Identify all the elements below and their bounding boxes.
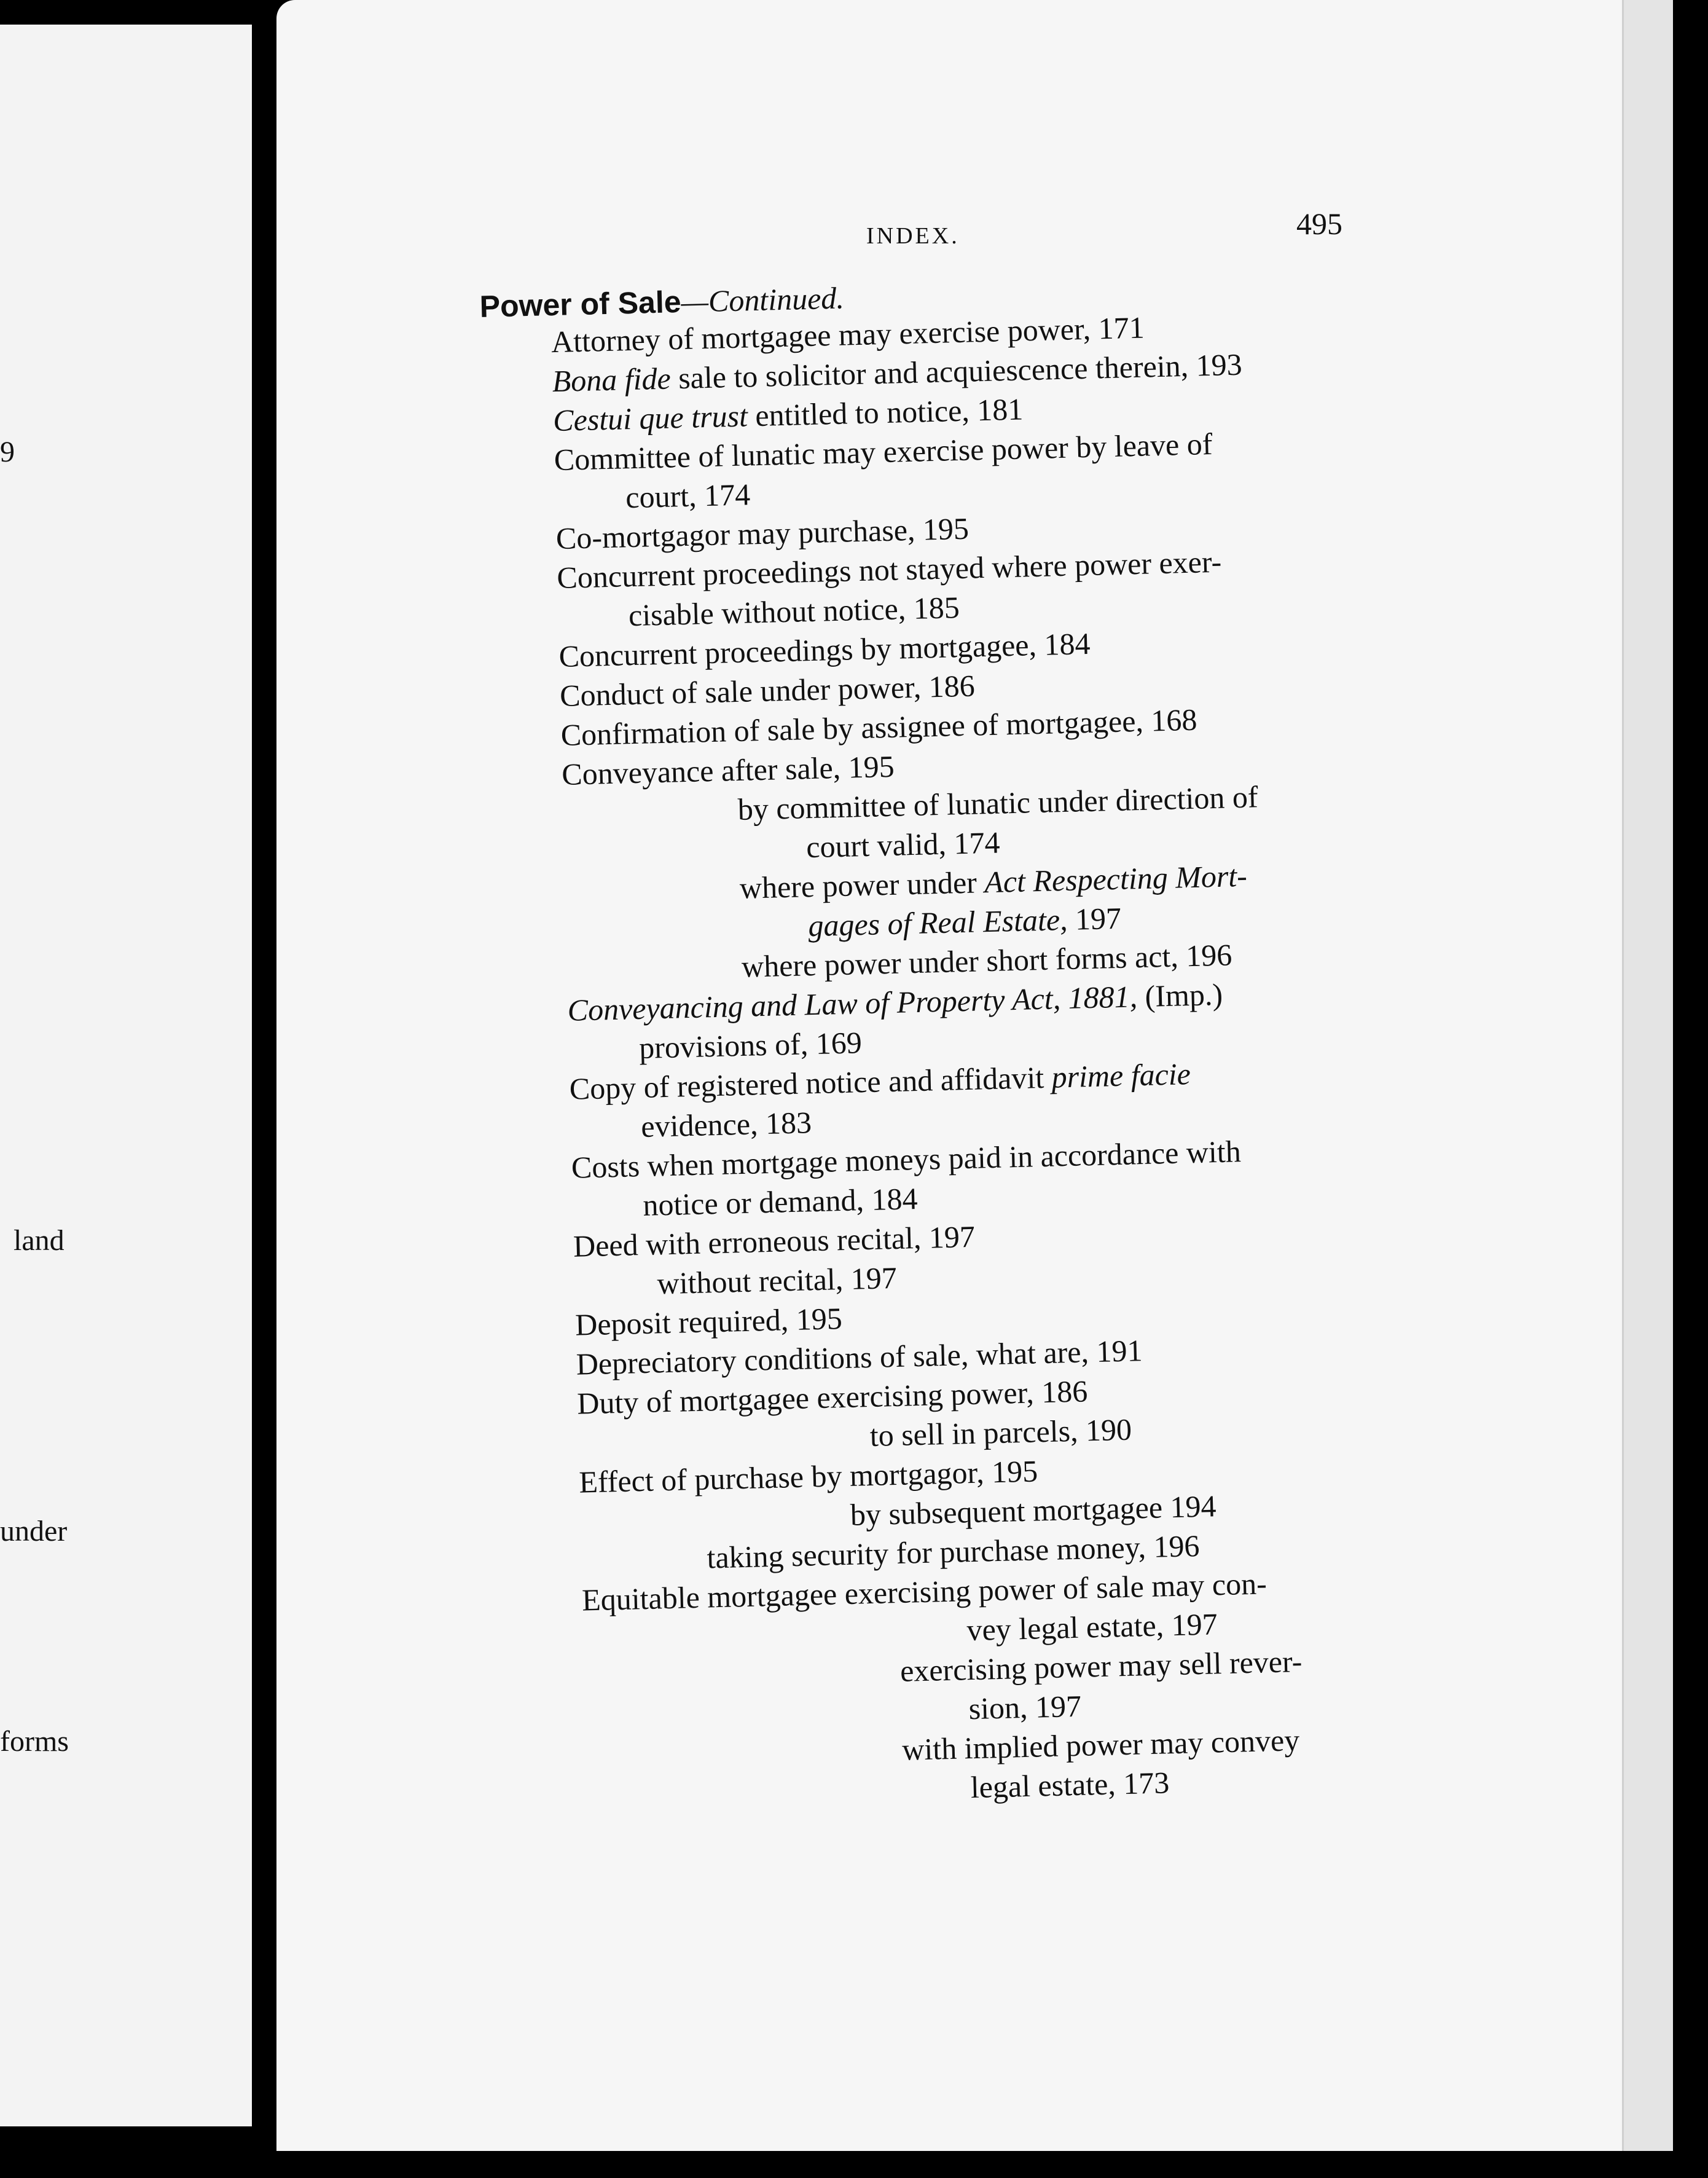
entry-italic: Act Respecting Mort- bbox=[984, 858, 1248, 900]
entry-line: Committee of lunatic may exercise power by leave of bbox=[554, 426, 1213, 478]
entry-italic: prime facie bbox=[1051, 1056, 1191, 1095]
entry-italic: gages of Real Estate, bbox=[807, 902, 1068, 943]
entry-line: Duty of mortgagee exercising power, 186 bbox=[576, 1374, 1088, 1421]
entry-text: Copy of registered notice and affidavit bbox=[569, 1060, 1052, 1106]
entry-line: Costs when mortgage moneys paid in accordance with bbox=[571, 1134, 1242, 1185]
entry-line: where power under short forms act, 196 bbox=[741, 937, 1232, 984]
left-fragment-9: 9 bbox=[0, 436, 15, 468]
entry-line: Concurrent proceedings by mortgagee, 184 bbox=[558, 626, 1091, 674]
left-page bbox=[0, 25, 252, 2126]
entry-line: provisions of, 169 bbox=[638, 1025, 863, 1066]
entry-text: entitled to notice, 181 bbox=[747, 391, 1024, 433]
entry-text: (Imp.) bbox=[1137, 977, 1223, 1014]
entry-line: Conduct of sale under power, 186 bbox=[559, 668, 976, 713]
entry-line: vey legal estate, 197 bbox=[966, 1606, 1218, 1648]
entry-line: to sell in parcels, 190 bbox=[869, 1412, 1132, 1453]
entry-line: Co-mortgagor may purchase, 195 bbox=[555, 511, 970, 556]
index-heading bbox=[479, 280, 844, 324]
entry-line: Deposit required, 195 bbox=[574, 1301, 843, 1342]
left-fragment-under: under bbox=[0, 1515, 68, 1547]
entry-italic: Bona fide bbox=[552, 361, 672, 399]
entry-line: taking security for purchase money, 196 bbox=[706, 1528, 1201, 1575]
entry-text: where power under bbox=[739, 865, 985, 905]
entry-line: Effect of purchase by mortgagor, 195 bbox=[578, 1453, 1038, 1500]
entry-line bbox=[569, 1058, 1191, 1104]
entry-line: by subsequent mortgagee 194 bbox=[850, 1488, 1217, 1532]
left-fragment-forms: forms bbox=[0, 1725, 69, 1758]
entry-line bbox=[553, 393, 1024, 436]
page-number: 495 bbox=[1296, 206, 1342, 241]
entry-line: legal estate, 173 bbox=[970, 1765, 1170, 1805]
entry-line: sion, 197 bbox=[968, 1688, 1082, 1726]
entry-line bbox=[567, 979, 1223, 1026]
entry-line bbox=[807, 900, 1122, 943]
entry-line: evidence, 183 bbox=[640, 1105, 812, 1144]
entry-line: cisable without notice, 185 bbox=[628, 590, 960, 633]
entry-line: with implied power may convey bbox=[901, 1723, 1300, 1767]
entry-line: Deed with erroneous recital, 197 bbox=[573, 1219, 976, 1264]
entry-line: Concurrent proceedings not stayed where power exer- bbox=[556, 544, 1222, 596]
entry-line: notice or demand, 184 bbox=[642, 1181, 919, 1222]
entry-line: exercising power may sell rever- bbox=[899, 1643, 1303, 1688]
entry-line bbox=[739, 860, 1247, 903]
running-header: INDEX. bbox=[866, 223, 960, 249]
entry-italic: Cestui que trust bbox=[552, 398, 748, 438]
entry-line: without recital, 197 bbox=[656, 1260, 898, 1301]
page-edge bbox=[1622, 0, 1673, 2151]
entry-italic: Conveyancing and Law of Property Act, 1881, bbox=[567, 979, 1138, 1028]
entry-line: by committee of lunatic under direction of bbox=[737, 779, 1259, 827]
heading-term: Power of Sale bbox=[479, 284, 682, 324]
right-page bbox=[276, 0, 1640, 2151]
entry-line: court valid, 174 bbox=[805, 825, 1001, 865]
index-entries bbox=[479, 259, 1640, 1805]
entry-line: Attorney of mortgagee may exercise power, 171 bbox=[550, 310, 1145, 360]
heading-continued: —Continued. bbox=[680, 280, 845, 319]
entry-text: 197 bbox=[1067, 900, 1122, 937]
left-fragment-land: land bbox=[14, 1224, 65, 1257]
entry-line: court, 174 bbox=[625, 477, 751, 515]
entry-text: sale to solicitor and acquiescence therein, 193 bbox=[670, 347, 1243, 396]
entry-line: Conveyance after sale, 195 bbox=[561, 749, 895, 792]
entry-line: Equitable mortgagee exercising power of sale may con- bbox=[581, 1566, 1267, 1618]
entry-line: Depreciatory conditions of sale, what are, 191 bbox=[576, 1333, 1143, 1382]
entry-line: Confirmation of sale by assignee of mortgagee, 168 bbox=[560, 702, 1197, 752]
